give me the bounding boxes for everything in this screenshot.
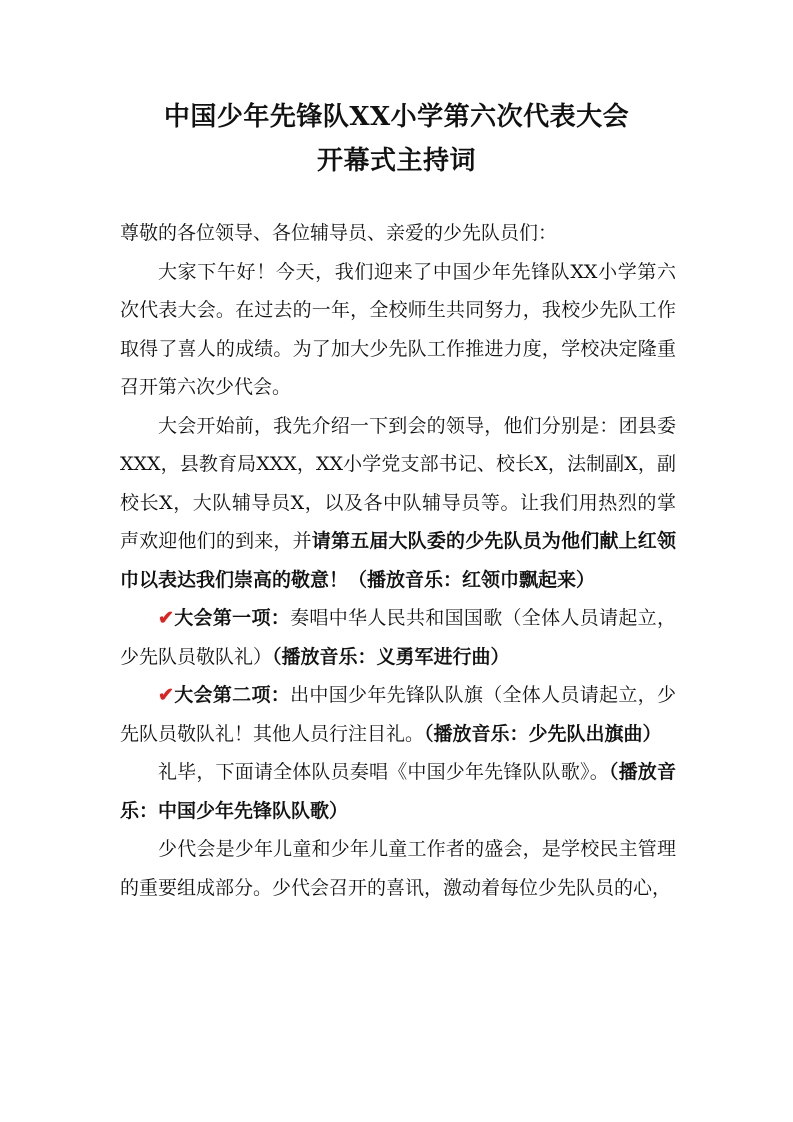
paragraph-closing: 少代会是少年儿童和少年儿童工作者的盛会，是学校民主管理的重要组成部分。少代会召开的喜讯，激动着每位少先队员的心， [120,838,676,899]
paragraph-anthem [120,753,676,830]
anthem-music: （播放音乐：中国少年先锋队队歌） [120,761,676,822]
leaders-text: 大会开始前，我先介绍一下到会的领导，他们分别是：团县委XXX，县教育局XXX，XX小学党支部书记、校长X，法制副X，副校长X，大队辅导员X，以及各中队辅导员等。让我们用热烈的掌声欢迎他们的到来，并 [120,414,676,552]
anthem-text: 礼毕，下面请全体队员奏唱《中国少年先锋队队歌》。 [158,761,609,783]
checkmark-icon: ✔ [158,607,174,629]
document-title: 中国少年先锋队XX小学第六次代表大会 [163,102,630,132]
agenda-item-2-label: 大会第二项： [173,684,291,706]
agenda-item-1-label: 大会第一项： [173,607,291,629]
paragraph-leaders [120,407,676,600]
agenda-item-1-music: （播放音乐：义勇军进行曲） [272,645,510,668]
agenda-item-1 [120,599,676,676]
agenda-item-2-music: （播放音乐：少先队出旗曲） [424,722,662,745]
agenda-item-2 [120,676,676,753]
checkmark-icon: ✔ [158,684,174,706]
paragraph-greeting: 大家下午好！今天，我们迎来了中国少年先锋队XX小学第六次代表大会。在过去的一年，全校师生共同努力，我校少先队工作取得了喜人的成绩。为了加大少先队工作推进力度，学校决定隆重召开第六次少代会。 [120,260,676,398]
document-body [120,214,676,907]
agenda-item-2-text: 出中国少年先锋队队旗（全体人员请起立，少先队员敬队礼！其他人员行注目礼。 [120,684,676,745]
salutation: 尊敬的各位领导、各位辅导员、亲爱的少先队员们： [120,222,558,244]
agenda-item-1-text: 奏唱中华人民共和国国歌（全体人员请起立，少先队员敬队礼） [120,607,676,668]
document-subtitle: 开幕式主持词 [316,146,476,176]
leaders-bold-text: 请第五届大队委的少先队员为他们献上红领巾以表达我们崇高的敬意！（播放音乐：红领巾飘起来） [120,530,676,591]
